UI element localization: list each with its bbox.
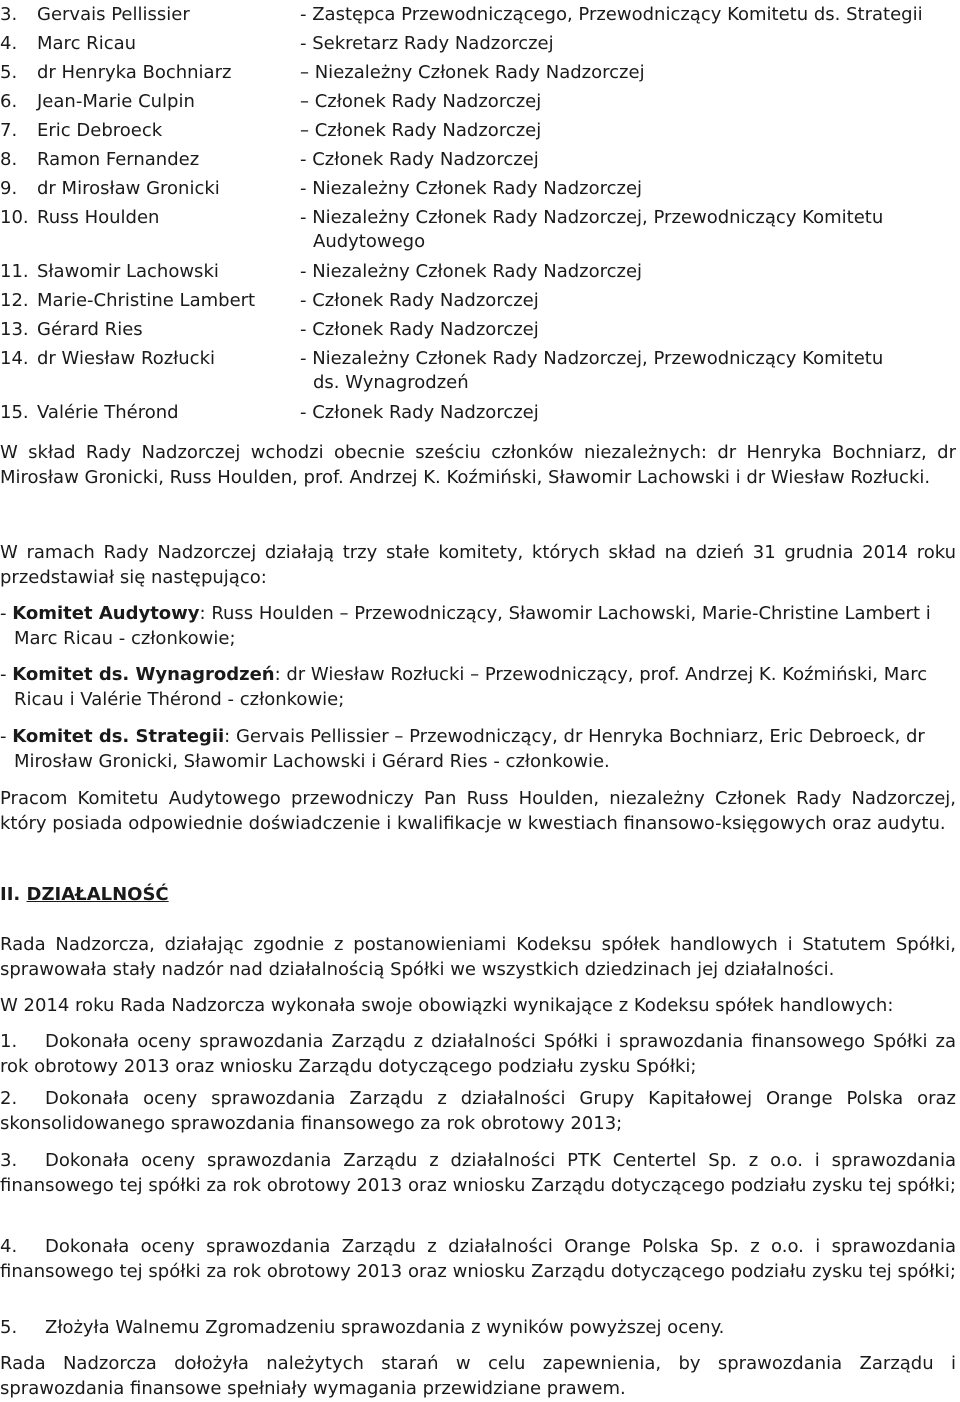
member-number: 4. <box>0 33 18 54</box>
committee-name: Komitet ds. Strategii <box>12 726 225 747</box>
member-role: – Członek Rady Nadzorczej <box>300 91 542 112</box>
board-member-row <box>0 257 960 286</box>
member-name: Marc Ricau <box>37 33 137 54</box>
member-number: 7. <box>0 120 18 141</box>
member-name: Gérard Ries <box>37 319 143 340</box>
member-role: – Niezależny Członek Rady Nadzorczej <box>300 62 645 83</box>
board-member-row <box>0 116 960 145</box>
committee-name: Komitet ds. Wynagrodzeń <box>12 664 275 685</box>
board-members-list <box>0 0 960 427</box>
member-number: 15. <box>0 402 29 423</box>
member-number: 6. <box>0 91 18 112</box>
member-role: - Niezależny Członek Rady Nadzorczej <box>300 178 643 199</box>
member-number: 10. <box>0 207 29 228</box>
member-name: Valérie Thérond <box>37 402 179 423</box>
independent-members-paragraph: W skład Rady Nadzorczej wchodzi obecnie sześciu członków niezależnych: dr Henryka Bochniarz, dr Mirosław Gronicki, Russ Houlden, prof. Andrzej K. Koźmiński, Sławomir Lachowski i dr Wiesław Rozłucki. <box>0 442 956 488</box>
member-role: - Członek Rady Nadzorczej <box>300 319 539 340</box>
committee-remuneration: - Komitet ds. Wynagrodzeń: dr Wiesław Rozłucki – Przewodniczący, prof. Andrzej K. Koźmiński, Marc Ricau i Valérie Thérond - członkowie; <box>0 664 928 710</box>
duty-item: 2. Dokonała oceny sprawozdania Zarządu z działalności Grupy Kapitałowej Orange Polska oraz skonsolidowanego sprawozdania finansowego za rok obrotowy 2013; <box>0 1088 956 1134</box>
member-name: dr Mirosław Gronicki <box>37 178 220 199</box>
member-number: 8. <box>0 149 18 170</box>
board-member-row <box>0 58 960 87</box>
member-name: Marie-Christine Lambert <box>37 290 256 311</box>
board-member-row <box>0 87 960 116</box>
member-name: dr Henryka Bochniarz <box>37 62 232 83</box>
member-role: - Niezależny Członek Rady Nadzorczej, Przewodniczący Komitetu <box>300 207 884 228</box>
member-role: - Sekretarz Rady Nadzorczej <box>300 33 554 54</box>
member-role: - Niezależny Członek Rady Nadzorczej <box>300 261 643 282</box>
member-number: 13. <box>0 319 29 340</box>
board-member-row <box>0 0 960 29</box>
member-role: - Członek Rady Nadzorczej <box>300 149 539 170</box>
member-name: dr Wiesław Rozłucki <box>37 348 215 369</box>
board-member-row <box>0 203 960 257</box>
committee-name: Komitet Audytowy <box>12 603 200 624</box>
member-name: Sławomir Lachowski <box>37 261 219 282</box>
duty-item: 4. Dokonała oceny sprawozdania Zarządu z działalności Orange Polska Sp. z o.o. i sprawozdania finansowego tej spółki za rok obrotowy 2013 oraz wniosku Zarządu dotyczącego podziału zysku tej spółki; <box>0 1236 956 1282</box>
duty-item: 5. Złożyła Walnemu Zgromadzeniu sprawozdania z wyników powyższej oceny. <box>0 1317 725 1338</box>
member-role-continued: ds. Wynagrodzeń <box>313 372 469 393</box>
committees-intro-paragraph: W ramach Rady Nadzorczej działają trzy stałe komitety, których skład na dzień 31 grudnia 2014 roku przedstawiał się następująco: <box>0 542 956 588</box>
board-member-row <box>0 174 960 203</box>
member-number: 9. <box>0 178 18 199</box>
member-role: - Członek Rady Nadzorczej <box>300 290 539 311</box>
board-member-row <box>0 286 960 315</box>
member-name: Russ Houlden <box>37 207 160 228</box>
member-role-continued: Audytowego <box>313 231 426 252</box>
member-number: 12. <box>0 290 29 311</box>
member-role: - Członek Rady Nadzorczej <box>300 402 539 423</box>
member-number: 11. <box>0 261 29 282</box>
board-member-row <box>0 315 960 344</box>
duty-item: 3. Dokonała oceny sprawozdania Zarządu z działalności PTK Centertel Sp. z o.o. i sprawozdania finansowego tej spółki za rok obrotowy 2013 oraz wniosku Zarządu dotyczącego podziału zysku tej spółki; <box>0 1150 956 1196</box>
board-member-row <box>0 145 960 174</box>
supervision-paragraph: Rada Nadzorcza, działając zgodnie z postanowieniami Kodeksu spółek handlowych i Statutem Spółki, sprawowała stały nadzór nad działalnością Spółki we wszystkich dziedzinach jej działalności. <box>0 934 956 980</box>
closing-paragraph: Rada Nadzorcza dołożyła należytych starań w celu zapewnienia, by sprawozdania Zarządu i sprawozdania finansowe spełniały wymagania przewidziane prawem. <box>0 1353 956 1399</box>
member-number: 5. <box>0 62 18 83</box>
member-number: 3. <box>0 4 18 25</box>
committee-strategy: - Komitet ds. Strategii: Gervais Pellissier – Przewodniczący, dr Henryka Bochniarz, Eric Debroeck, dr Mirosław Gronicki, Sławomir Lachowski i Gérard Ries - członkowie. <box>0 726 925 772</box>
member-role: - Niezależny Członek Rady Nadzorczej, Przewodniczący Komitetu <box>300 348 884 369</box>
duties-intro-paragraph: W 2014 roku Rada Nadzorcza wykonała swoje obowiązki wynikające z Kodeksu spółek handlowych: <box>0 995 894 1016</box>
member-name: Ramon Fernandez <box>37 149 200 170</box>
member-name: Eric Debroeck <box>37 120 163 141</box>
board-member-row <box>0 344 960 398</box>
board-member-row <box>0 398 960 427</box>
duty-item: 1. Dokonała oceny sprawozdania Zarządu z działalności Spółki i sprawozdania finansowego Spółki za rok obrotowy 2013 oraz wniosku Zarządu dotyczącego podziału zysku Spółki; <box>0 1031 956 1077</box>
board-member-row <box>0 29 960 58</box>
section-heading: II. DZIAŁALNOŚĆ <box>0 884 169 905</box>
member-number: 14. <box>0 348 29 369</box>
member-role: - Zastępca Przewodniczącego, Przewodniczący Komitetu ds. Strategii <box>300 4 923 25</box>
committee-audit: - Komitet Audytowy: Russ Houlden – Przewodniczący, Sławomir Lachowski, Marie-Christine Lambert i Marc Ricau - członkowie; <box>0 603 931 649</box>
member-name: Gervais Pellissier <box>37 4 190 25</box>
audit-committee-paragraph: Pracom Komitetu Audytowego przewodniczy Pan Russ Houlden, niezależny Członek Rady Nadzorczej, który posiada odpowiednie doświadczenie i kwalifikacje w kwestiach finansowo-księgowych oraz audytu. <box>0 788 956 834</box>
member-name: Jean-Marie Culpin <box>37 91 195 112</box>
member-role: – Członek Rady Nadzorczej <box>300 120 542 141</box>
